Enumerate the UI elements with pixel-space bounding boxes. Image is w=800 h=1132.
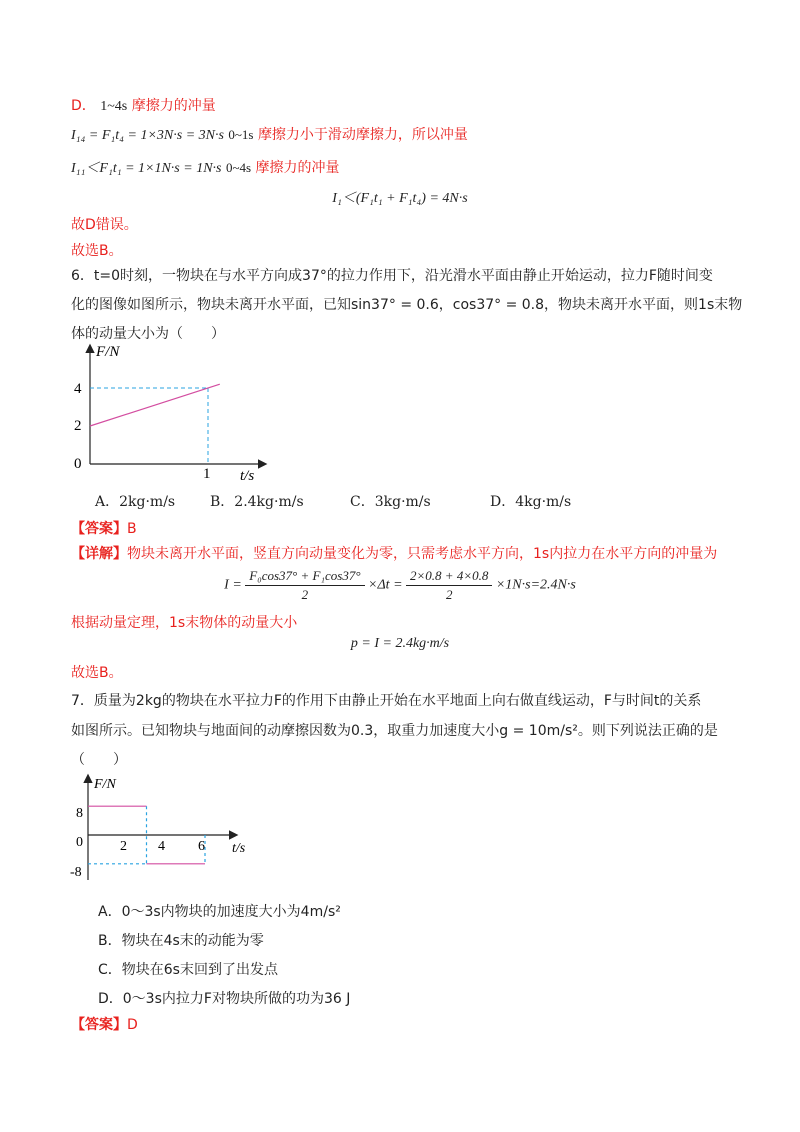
q7-line1 [71, 690, 701, 712]
q6-xtick-1: 1 [203, 466, 211, 480]
q7-xtick-6: 6 [198, 839, 205, 854]
q7-answer: D [127, 1017, 138, 1033]
q6-frac1-num: F₀cos37° + F₁cos37° [245, 568, 364, 586]
s5d-eq2-line [71, 157, 340, 180]
q7-chart [66, 772, 266, 884]
q6-frac2-den: 2 [445, 587, 453, 602]
q7-xtick-2: 2 [120, 839, 127, 854]
q6-choose: 故选B。 [71, 665, 123, 681]
q6-chart [60, 340, 280, 480]
q6-line2: 化的图像如图所示，物块未离开水平面，已知sin37° = 0.6，cos37° = 0.8，物块未离开水平面，则1s末物 [71, 297, 743, 313]
q6-formula [0, 568, 800, 603]
q7-option-b[interactable]: B．物块在4s末的动能为零 [98, 933, 264, 949]
q6-ytick-4: 4 [74, 381, 82, 397]
q6-answer-line [71, 518, 137, 540]
q6-option-c[interactable]: C．3kg·m/s [350, 494, 431, 510]
q6-frac1 [245, 568, 364, 603]
q7-number: 7． [71, 693, 94, 709]
q6-ylabel: F/N [96, 344, 120, 360]
s5d-eq1-note: 0~1s [228, 127, 254, 142]
s5d-eq2: I₁₁＜F₁t₁ = 1×1N·s = 1N·s [71, 161, 222, 176]
q6-frac2-num: 2×0.8 + 4×0.8 [406, 568, 492, 586]
s5d-conclusion: 故D错误。 [71, 217, 138, 233]
s5d-range: 1~4s [100, 99, 128, 114]
s5d-label: D． [71, 98, 96, 114]
q7-line3: （ ） [71, 752, 127, 768]
s5d-suffix: 摩擦力的冲量 [131, 98, 216, 114]
s5d-eq3: I₁＜(F₁t₁ + F₁t₄) = 4N·s [332, 191, 468, 206]
s5d-eq1-line [71, 124, 468, 147]
q7-ytick-0: 0 [76, 835, 83, 850]
q7-xtick-4: 4 [158, 839, 165, 854]
q6-number: 6． [71, 268, 94, 284]
q6-detail-tag: 【详解】 [71, 546, 127, 562]
q7-ytick-neg8: -8 [70, 865, 82, 880]
q7-option-d[interactable]: D．0～3s内拉力F对物块所做的功为36 J [98, 991, 351, 1007]
q7-answer-tag: 【答案】 [71, 1017, 127, 1033]
q6-answer-tag: 【答案】 [71, 521, 127, 537]
q6-formula-lhs: I = [224, 577, 242, 593]
q6-frac1-den: 2 [301, 587, 309, 602]
q6-formula-mid: ×Δt = [368, 577, 403, 593]
q6-line1 [71, 265, 713, 287]
q7-option-c[interactable]: C．物块在6s末回到了出发点 [98, 962, 278, 978]
q6-ytick-2: 2 [74, 418, 82, 434]
q7-option-a[interactable]: A．0～3s内物块的加速度大小为4m/s² [98, 904, 341, 920]
q7-answer-line [71, 1014, 138, 1036]
q6-detail-line [71, 543, 717, 565]
q6-momentum-text: 根据动量定理，1s末物体的动量大小 [71, 615, 298, 631]
q6-option-d[interactable]: D．4kg·m/s [490, 494, 572, 510]
s5d-choose: 故选B。 [71, 243, 123, 259]
q6-option-a[interactable]: A．2kg·m/s [95, 494, 176, 510]
q6-answer: B [127, 521, 137, 537]
s5d-eq2-note: 0~4s [225, 160, 252, 175]
q7-line1-text: 质量为2kg的物块在水平拉力F的作用下由静止开始在水平地面上向右做直线运动，F与时间t的关系 [93, 693, 702, 709]
q6-momentum-eq: p = I = 2.4kg·m/s [350, 636, 450, 651]
q7-ylabel: F/N [94, 777, 116, 792]
q6-line1-text: t=0时刻，一物块在与水平方向成37°的拉力作用下，沿光滑水平面由静止开始运动，拉力F随时间变 [93, 268, 713, 284]
q7-line2: 如图所示。已知物块与地面间的动摩擦因数为0.3，取重力加速度大小g = 10m/s²。则下列说法正确的是 [71, 723, 718, 739]
q6-formula-rhs: ×1N·s=2.4N·s [495, 577, 576, 593]
s5d-eq1-tail: 摩擦力小于滑动摩擦力，所以冲量 [257, 127, 468, 143]
q6-force-line [90, 384, 220, 426]
q6-ytick-0: 0 [74, 456, 82, 472]
q6-detail: 物块未离开水平面，竖直方向动量变化为零，只需考虑水平方向，1s内拉力在水平方向的冲量为 [127, 546, 718, 562]
s5d-eq2-tail: 摩擦力的冲量 [255, 160, 340, 176]
s5d-eq1: I₁₄ = F₁t₄ = 1×3N·s = 3N·s [71, 128, 224, 143]
s5d-line [71, 95, 216, 118]
q6-option-b[interactable]: B．2.4kg·m/s [210, 494, 304, 510]
q7-ytick-8: 8 [76, 806, 83, 821]
q6-line3: 体的动量大小为（ ） [71, 326, 225, 342]
q6-xlabel: t/s [240, 468, 255, 480]
q7-xlabel: t/s [232, 841, 246, 856]
q6-frac2 [406, 568, 492, 603]
